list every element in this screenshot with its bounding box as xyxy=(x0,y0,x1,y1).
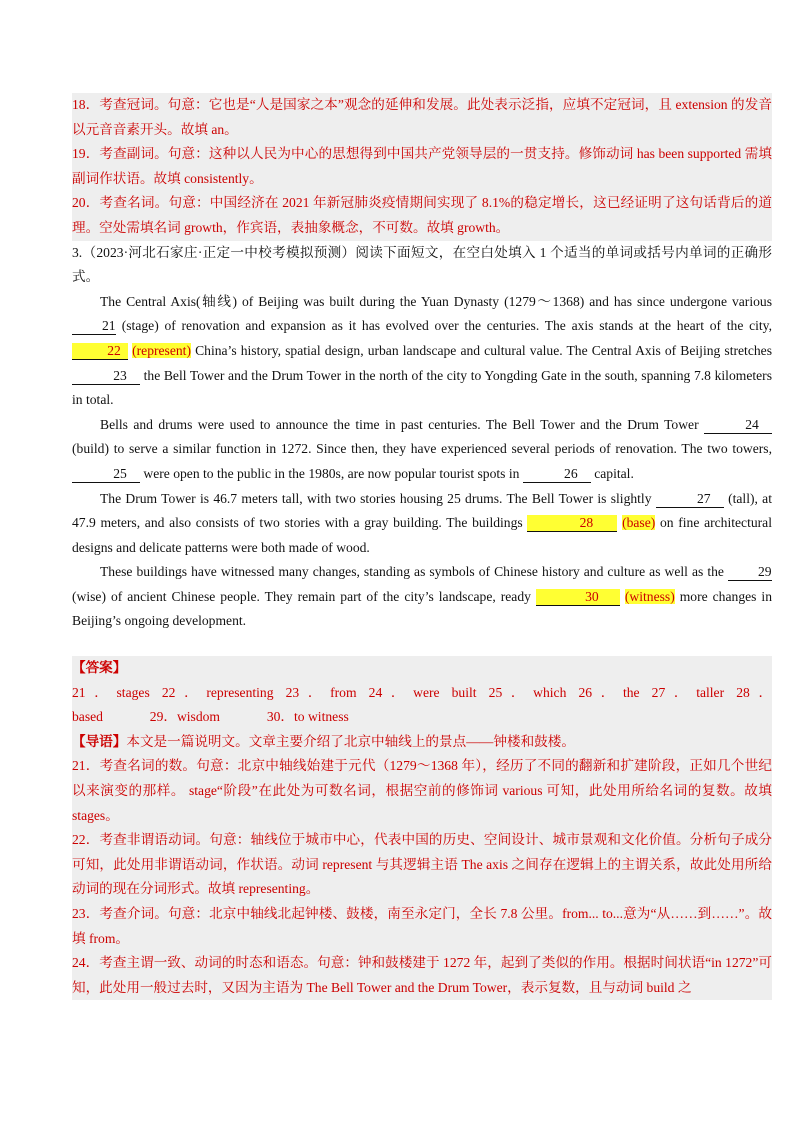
answer-section xyxy=(72,656,772,1000)
answer-28-value: based xyxy=(72,709,103,725)
answer-26: 26．the xyxy=(578,684,640,700)
passage-paragraph-2: Bells and drums were used to announce the time in past centuries. The Bell Tower and the Drum Tower 24 (build) to serve a similar function in 1272. Since then, they have experienced several periods of renovation. The two towers, 25 were open to the public in the 1980s, are now popular tourist spots in 26 capital. xyxy=(72,416,772,481)
answer-27: 27．taller xyxy=(651,684,725,700)
blank-23[interactable]: 23 xyxy=(72,368,140,385)
explanation-23: 23．考查介词。句意：北京中轴线北起钟楼、鼓楼，南至永定门，全长 7.8 公里。from... to...意为“从……到……”。故填 from。 xyxy=(72,906,772,946)
explanation-21: 21．考查名词的数。句意：北京中轴线始建于元代（1279～1368 年），经历了不同的翻新和扩建阶段，正如几个世纪以来演变的那样。 stage“阶段”在此处为可数名词，根据空前的修饰词 various 可知，此处用所给名词的复数。故填 stages。 xyxy=(72,758,772,823)
explanation-24: 24．考查主谓一致、动词的时态和语态。句意：钟和鼓楼建于 1272 年，起到了类似的作用。根据时间状语“in 1272”可知，此处用一般过去时，又因为主语为 The Bell Tower and the Drum Tower，表示复数，且与动词 build 之 xyxy=(72,955,772,995)
passage-paragraph-3: The Drum Tower is 46.7 meters tall, with two stories housing 25 drums. The Bell Tower is slightly 27 (tall), at 47.9 meters, and also consists of two stories with a gray building. The buildings 28 (base) on fine architectural designs and delicate patterns were both made of wood. xyxy=(72,490,772,555)
blank-25[interactable]: 25 xyxy=(72,466,140,483)
answer-22: 22．representing xyxy=(161,684,274,700)
blank-24[interactable]: 24 xyxy=(704,417,772,434)
blank-30[interactable]: 30 xyxy=(536,589,620,606)
hint-30: (witness) xyxy=(624,588,675,604)
hint-28: (base) xyxy=(622,515,656,531)
blank-29[interactable]: 29 xyxy=(728,564,772,581)
document-page xyxy=(72,93,772,1000)
answer-line-2 xyxy=(72,705,772,730)
answer-tag: 【答案】 xyxy=(72,660,127,676)
answer-30: 30．to witness xyxy=(266,709,349,725)
blank-28[interactable]: 28 xyxy=(527,515,617,532)
hint-22: (represent) xyxy=(132,342,191,358)
explanation-18: 18．考查冠词。句意：它也是“人是国家之本”观念的延伸和发展。此处表示泛指，应填不定冠词，且 extension 的发音以元音音素开头。故填 an。 xyxy=(72,97,772,137)
answer-25: 25．which xyxy=(488,684,567,700)
explanations-top xyxy=(72,93,772,241)
explanation-19: 19．考查副词。句意：这种以人民为中心的思想得到中国共产党领导层的一贯支持。修饰动词 has been supported 需填副词作状语。故填 consistently。 xyxy=(72,146,772,186)
explanation-20: 20．考查名词。句意：中国经济在 2021 年新冠肺炎疫情期间实现了 8.1%的稳定增长，这已经证明了这句话背后的道理。空处需填名词 growth，作宾语，表抽象概念，不可数。故填 growth。 xyxy=(72,195,772,235)
guide-text: 本文是一篇说明文。文章主要介绍了北京中轴线上的景点——钟楼和鼓楼。 xyxy=(126,733,575,749)
blank-21[interactable]: 21 xyxy=(72,318,116,335)
blank-22[interactable]: 22 xyxy=(72,343,128,360)
answer-line-1 xyxy=(72,681,772,706)
blank-26[interactable]: 26 xyxy=(523,466,591,483)
answer-21: 21．stages xyxy=(72,684,150,700)
question-passage xyxy=(72,241,772,635)
passage-paragraph-1: The Central Axis(轴线) of Beijing was built during the Yuan Dynasty (1279～1368) and has since undergone various 21 (stage) of renovation and expansion as it has evolved over the centuries. The axis stands at the heart of the city, 22 (represent) China’s history, spatial design, urban landscape and cultural value. The Central Axis of Beijing stretches 23 the Bell Tower and the Drum Tower in the north of the city to Yongding Gate in the south, spanning 7.8 kilometers in total. xyxy=(72,293,772,408)
answer-28-number: 28． xyxy=(736,684,773,700)
guide-tag: 【导语】 xyxy=(72,733,127,749)
answer-24: 24．were built xyxy=(368,684,477,700)
answer-29: 29．wisdom xyxy=(149,709,221,725)
blank-27[interactable]: 27 xyxy=(656,491,724,508)
question-header: 3.（2023·河北石家庄·正定一中校考模拟预测）阅读下面短文，在空白处填入 1 个适当的单词或括号内单词的正确形式。 xyxy=(72,244,772,285)
passage-paragraph-4: These buildings have witnessed many changes, standing as symbols of Chinese history and culture as well as the 29 (wise) of ancient Chinese people. They remain part of the city’s landscape, ready 30 (witness) more changes in Beijing’s ongoing development. xyxy=(72,564,772,629)
answer-23: 23．from xyxy=(285,684,357,700)
guide xyxy=(72,730,772,755)
explanation-22: 22．考查非谓语动词。句意：轴线位于城市中心，代表中国的历史、空间设计、城市景观和文化价值。分析句子成分可知，此处用非谓语动词，作状语。动词 represent 与其逻辑主语 The axis 之间存在逻辑上的主谓关系，故此处用所给动词的现在分词形式。故填 representing。 xyxy=(72,832,772,897)
